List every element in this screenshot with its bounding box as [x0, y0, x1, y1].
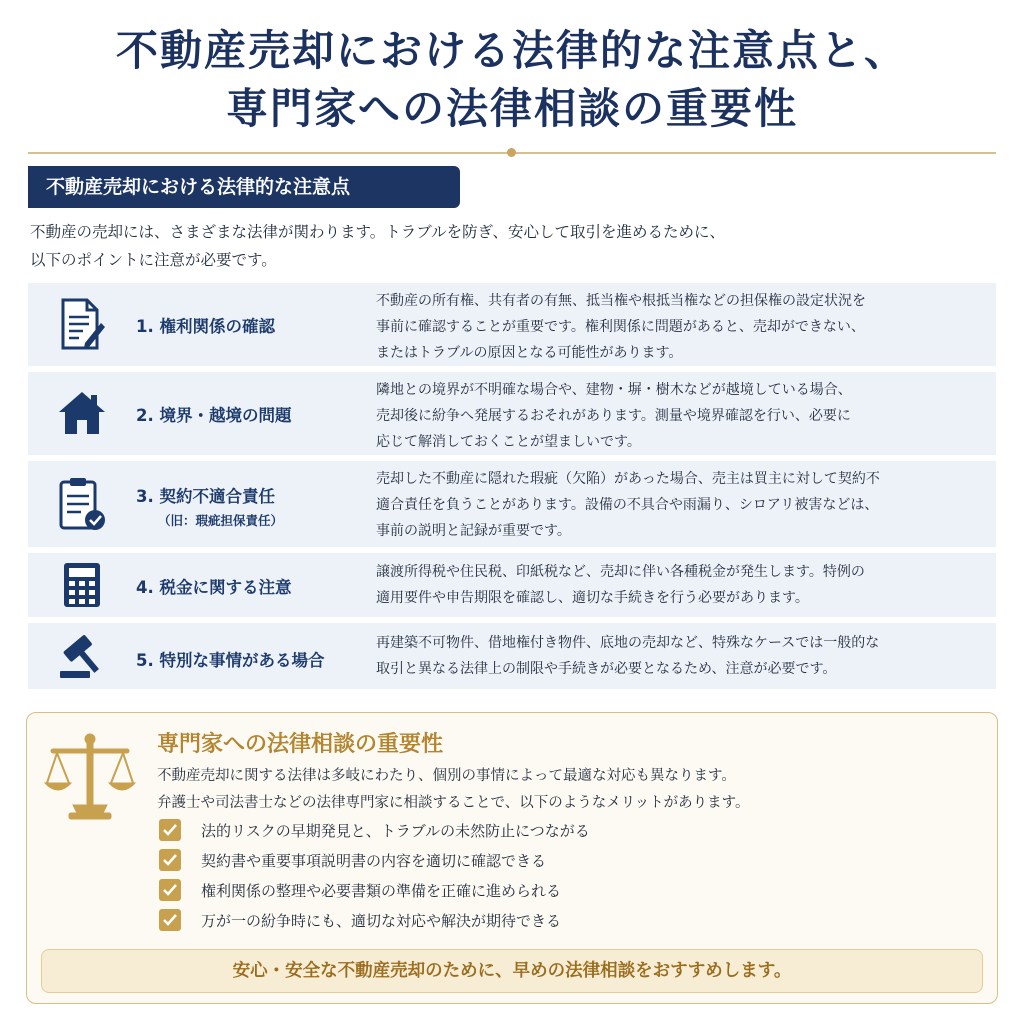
- legal-point-label: 2. 境界・越境の問題: [136, 406, 292, 425]
- house-icon: [54, 385, 110, 441]
- checkmark-icon: [159, 909, 181, 931]
- desc-line: 取引と異なる法律上の制限や手続きが必要となるため、注意が必要です。: [376, 661, 837, 677]
- consultation-heading: 専門家への法律相談の重要性: [157, 732, 444, 757]
- page-title-line-2: 専門家への法律相談の重要性: [225, 84, 798, 133]
- desc-line: 隣地との境界が不明確な場合や、建物・塀・樹木などが越境している場合、: [376, 382, 852, 398]
- legal-point-label: 4. 税金に関する注意: [136, 578, 292, 597]
- benefit-text: 法的リスクの早期発見と、トラブルの未然防止につながる: [201, 822, 590, 840]
- legal-point-description: [376, 559, 976, 611]
- benefit-item: [159, 819, 859, 843]
- benefit-item: [159, 849, 859, 873]
- page-title: [0, 22, 1024, 138]
- page-title-line-1: 不動産売却における法律的な注意点と、: [115, 26, 908, 75]
- benefit-text: 万が一の紛争時にも、適切な対応や解決が期待できる: [201, 912, 562, 930]
- legal-point-label: 5. 特別な事情がある場合: [136, 651, 325, 670]
- desc-line: 売却した不動産に隠れた瑕疵（欠陥）があった場合、売主は買主に対して契約不: [376, 471, 880, 487]
- benefit-item: [159, 909, 859, 933]
- checkmark-icon: [159, 819, 181, 841]
- legal-point-row: [28, 461, 996, 547]
- calculator-icon: [54, 557, 110, 613]
- desc-line: 再建築不可物件、借地権付き物件、底地の売却など、特殊なケースでは一般的な: [376, 635, 880, 651]
- legal-point-description: [376, 466, 976, 544]
- document-pen-icon: [54, 296, 110, 352]
- desc-line: 適合責任を負うことがあります。設備の不具合や雨漏り、シロアリ被害などは、: [376, 497, 879, 513]
- legal-point-label: 1. 権利関係の確認: [136, 317, 275, 336]
- consultation-box: [26, 712, 998, 1004]
- desc-line: 応じて解消しておくことが望ましいです。: [376, 434, 641, 450]
- consultation-text: [157, 763, 977, 817]
- clipboard-check-icon: [54, 476, 110, 532]
- desc-line: またはトラブルの原因となる可能性があります。: [376, 345, 683, 361]
- benefit-item: [159, 879, 859, 903]
- intro-line-1: 不動産の売却には、さまざまな法律が関わります。トラブルを防ぎ、安心して取引を進めるために、: [30, 223, 726, 241]
- scales-of-justice-icon: [43, 731, 137, 821]
- benefit-text: 権利関係の整理や必要書類の準備を正確に進められる: [201, 882, 562, 900]
- gavel-icon: [54, 628, 110, 684]
- legal-point-row: [28, 623, 996, 689]
- divider-ornament: [507, 148, 516, 157]
- desc-line: 売却後に紛争へ発展するおそれがあります。測量や境界確認を行い、必要に: [376, 408, 851, 424]
- section-heading-legal-points: 不動産売却における法律的な注意点: [28, 166, 460, 208]
- legal-point-sublabel: （旧：瑕疵担保責任）: [158, 513, 284, 528]
- legal-point-row: [28, 553, 996, 617]
- section-intro: [30, 218, 990, 274]
- intro-line-2: 以下のポイントに注意が必要です。: [30, 251, 277, 269]
- benefit-text: 契約書や重要事項説明書の内容を適切に確認できる: [201, 852, 547, 870]
- checkmark-icon: [159, 849, 181, 871]
- desc-line: 不動産の所有権、共有者の有無、抵当権や根抵当権などの担保権の設定状況を: [376, 293, 866, 309]
- legal-point-description: [376, 630, 976, 682]
- legal-point-label: 3. 契約不適合責任: [136, 487, 275, 506]
- checkmark-icon: [159, 879, 181, 901]
- desc-line: 事前の説明と記録が重要です。: [376, 523, 571, 539]
- legal-point-row: [28, 372, 996, 455]
- desc-line: 事前に確認することが重要です。権利関係に問題があると、売却ができない、: [376, 319, 865, 335]
- desc-line: 譲渡所得税や住民税、印紙税など、売却に伴い各種税金が発生します。特例の: [376, 564, 865, 580]
- legal-point-description: [376, 377, 976, 455]
- legal-point-row: [28, 283, 996, 366]
- legal-point-description: [376, 288, 976, 366]
- consultation-text-line-2: 弁護士や司法書士などの法律専門家に相談することで、以下のようなメリットがあります。: [157, 795, 750, 811]
- consultation-text-line-1: 不動産売却に関する法律は多岐にわたり、個別の事情によって最適な対応も異なります。: [157, 768, 736, 784]
- recommendation-banner: 安心・安全な不動産売却のために、早めの法律相談をおすすめします。: [41, 949, 983, 993]
- desc-line: 適用要件や申告期限を確認し、適切な手続きを行う必要があります。: [376, 590, 809, 606]
